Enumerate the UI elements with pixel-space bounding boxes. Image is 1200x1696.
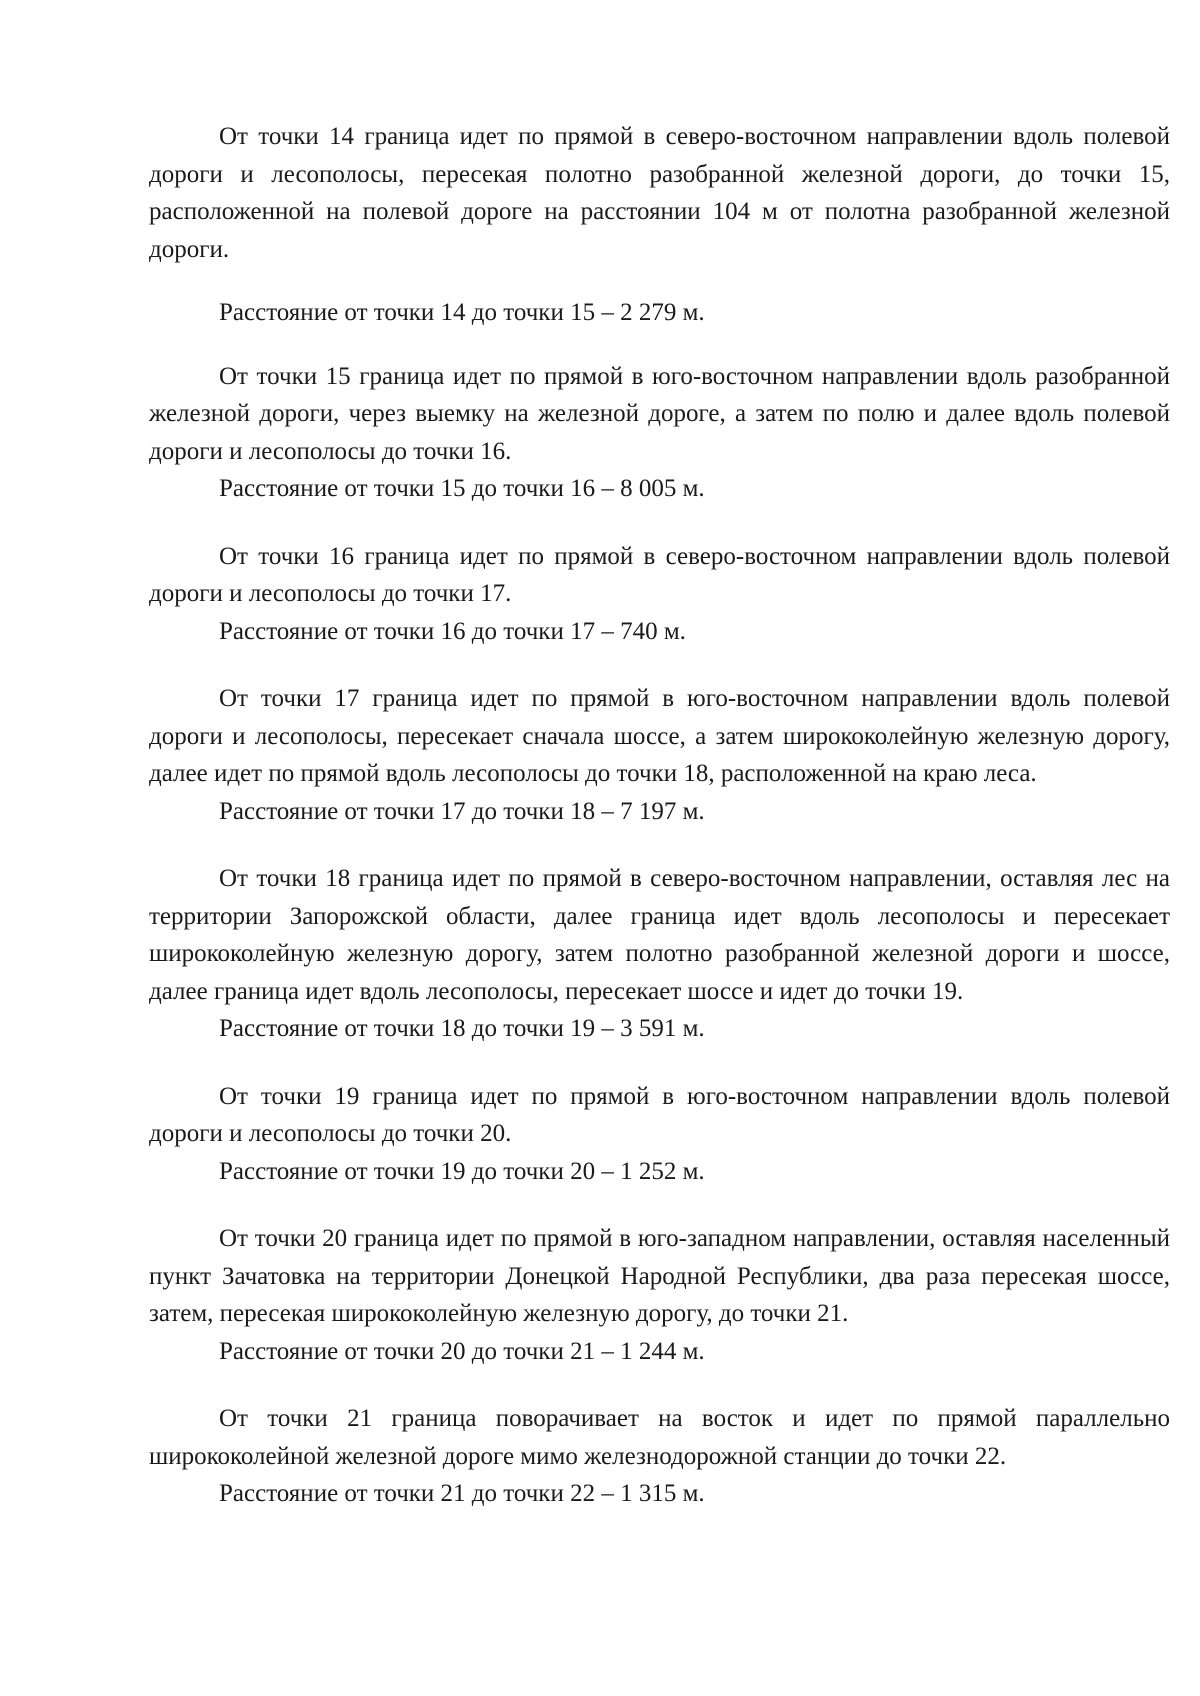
distance-19-20: Расстояние от точки 19 до точки 20 – 1 252 м. xyxy=(219,1157,705,1185)
distance-20-21: Расстояние от точки 20 до точки 21 – 1 244 м. xyxy=(219,1337,705,1365)
distance-14-15: Расстояние от точки 14 до точки 15 – 2 279 м. xyxy=(219,299,705,326)
paragraph-point-21: От точки 21 граница поворачивает на восток и идет по прямой параллельно ширококолейной железной дороге мимо железнодорожной станции до точки 22. xyxy=(149,1405,1170,1470)
paragraph-point-15: От точки 15 граница идет по прямой в юго-восточном направлении вдоль разобранной железной дороги, через выемку на железной дороге, а затем по полю и далее вдоль полевой дороги и лесополосы до точки 16. xyxy=(149,362,1170,465)
paragraph-point-19: От точки 19 граница идет по прямой в юго-восточном направлении вдоль полевой дороги и лесополосы до точки 20. xyxy=(149,1082,1170,1147)
paragraph-point-18: От точки 18 граница идет по прямой в северо-восточном направлении, оставляя лес на территории Запорожской области, далее граница идет вдоль лесополосы и пересекает ширококолейную железную дорогу, затем полотно разобранной железной дороги и шоссе, далее граница идет вдоль лесополосы, пересекает шоссе и идет до точки 19. xyxy=(149,865,1170,1005)
distance-16-17: Расстояние от точки 16 до точки 17 – 740 м. xyxy=(219,617,686,645)
document-body xyxy=(149,118,1170,1513)
paragraph-point-20: От точки 20 граница идет по прямой в юго-западном направлении, оставляя населенный пункт Зачатовка на территории Донецкой Народной Республики, два раза пересекая шоссе, затем, пересекая ширококолейную железную дорогу, до точки 21. xyxy=(149,1225,1170,1327)
paragraph-point-16: От точки 16 граница идет по прямой в северо-восточном направлении вдоль полевой дороги и лесополосы до точки 17. xyxy=(149,542,1170,607)
distance-15-16: Расстояние от точки 15 до точки 16 – 8 005 м. xyxy=(219,475,705,502)
distance-21-22: Расстояние от точки 21 до точки 22 – 1 315 м. xyxy=(219,1480,705,1507)
paragraph-point-17: От точки 17 граница идет по прямой в юго-восточном направлении вдоль полевой дороги и лесополосы, пересекает сначала шоссе, а затем ширококолейную железную дорогу, далее идет по прямой вдоль лесополосы до точки 18, расположенной на краю леса. xyxy=(149,685,1170,787)
distance-18-19: Расстояние от точки 18 до точки 19 – 3 591 м. xyxy=(219,1015,705,1042)
paragraph-point-14: От точки 14 граница идет по прямой в северо-восточном направлении вдоль полевой дороги и лесополосы, пересекая полотно разобранной железной дороги, до точки 15, расположенной на полевой дороге на расстоянии 104 м от полотна разобранной железной дороги. xyxy=(149,123,1170,263)
distance-17-18: Расстояние от точки 17 до точки 18 – 7 197 м. xyxy=(219,797,705,825)
